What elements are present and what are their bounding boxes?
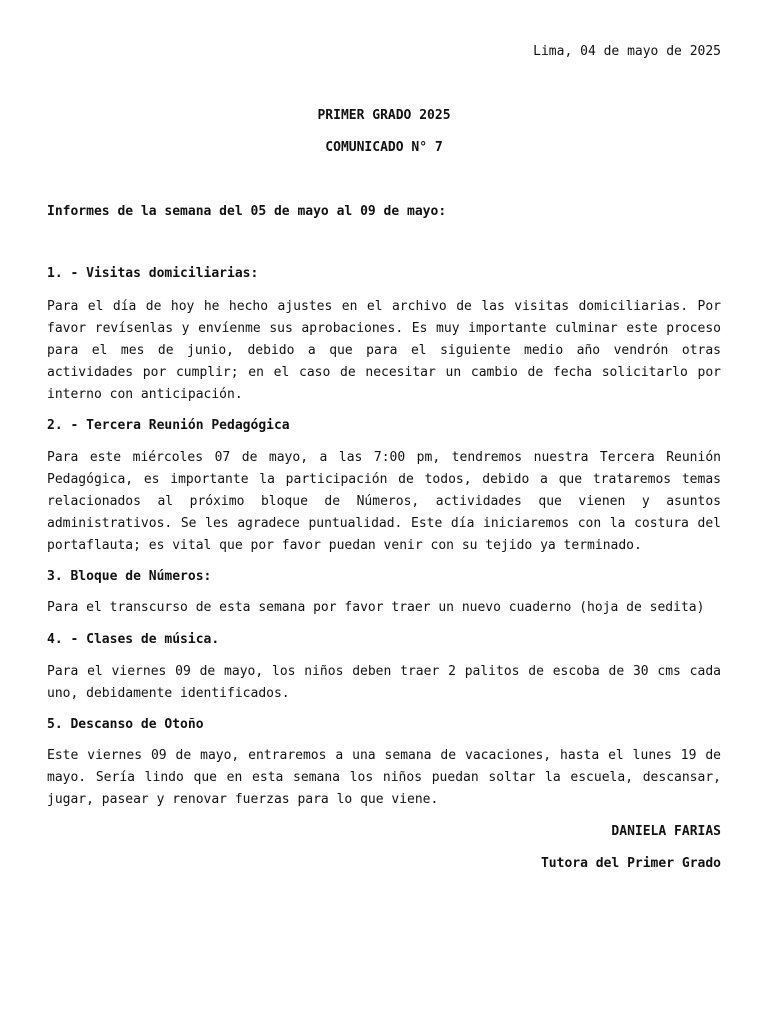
section-heading-descanso: 5. Descanso de Otoño xyxy=(47,717,204,732)
section-body-musica: Para el viernes 09 de mayo, los niños deben traer 2 palitos de escoba de 30 cms cada uno, debidamente identificados. xyxy=(47,664,721,701)
section-body-descanso: Este viernes 09 de mayo, entraremos a una semana de vacaciones, hasta el lunes 19 de mayo. Sería lindo que en esta semana los niños puedan soltar la escuela, descansar, jugar, pasear y renovar fuerzas para lo que viene. xyxy=(47,748,721,807)
section-heading-numeros: 3. Bloque de Números: xyxy=(47,569,212,584)
section-body-reunion: Para este miércoles 07 de mayo, a las 7:00 pm, tendremos nuestra Tercera Reunión Pedagógica, es importante la participación de todos, debido a que trataremos temas relacionados al próximo bloque de Números, actividades que vienen y asuntos administrativos. Se les agradece puntualidad. Este día iniciaremos con la costura del portaflauta; es vital que por favor puedan venir con su tejido ya terminado. xyxy=(47,450,721,553)
document-title: PRIMER GRADO 2025 xyxy=(317,108,451,123)
section-body-visitas: Para el día de hoy he hecho ajustes en el archivo de las visitas domiciliarias. Por favor revísenlas y envíenme sus aprobaciones. Es muy importante culminar este proceso para el mes de junio, debido a que para el siguiente medio año vendrón otras actividades por cumplir; en el caso de necesitar un cambio de fecha solicitarlo por interno con anticipación. xyxy=(47,299,721,402)
section-heading-visitas: 1. - Visitas domiciliarias: xyxy=(47,266,259,281)
signature-role: Tutora del Primer Grado xyxy=(540,856,721,871)
section-heading-reunion: 2. - Tercera Reunión Pedagógica xyxy=(47,418,290,433)
section-heading-musica: 4. - Clases de música. xyxy=(47,632,220,647)
date-line: Lima, 04 de mayo de 2025 xyxy=(533,44,721,59)
intro-line: Informes de la semana del 05 de mayo al 09 de mayo: xyxy=(47,204,447,219)
signature-name: DANIELA FARIAS xyxy=(611,824,721,839)
document-subtitle: COMUNICADO N° 7 xyxy=(325,140,443,155)
section-body-numeros: Para el transcurso de esta semana por favor traer un nuevo cuaderno (hoja de sedita) xyxy=(47,600,705,615)
